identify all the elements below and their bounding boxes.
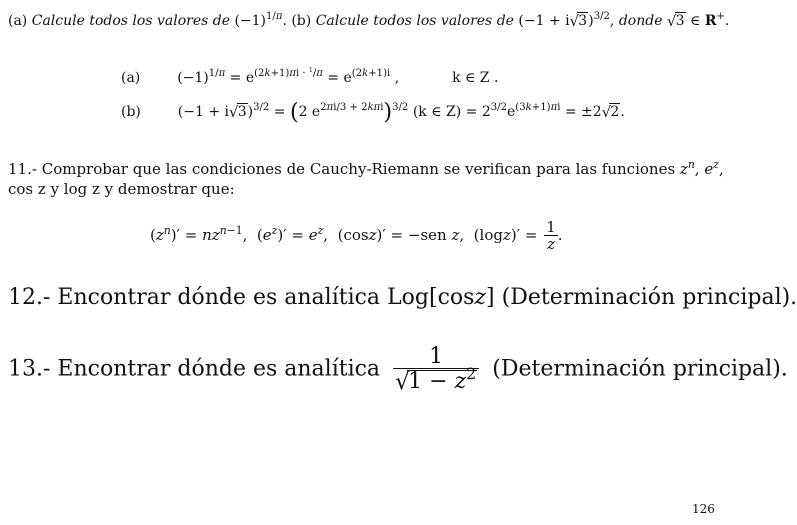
part-b-label: (b) (291, 13, 312, 29)
solution-b-result: = $2^{3/2}e^{(3k+1)\pi i} = \pm 2$ √ 2. (465, 102, 625, 121)
exercise12-text: Encontrar dónde es analítica (57, 285, 381, 310)
condition-sqrt3: √ 3 ∈ R+. (666, 11, 730, 30)
formula-a-header: $(-1)^{1/\pi}$. (234, 11, 287, 29)
solution-a-k-domain: k ∈ Z . (452, 70, 499, 86)
exercise11-line1 (8, 160, 724, 178)
exercise13-text: Encontrar dónde es analítica (57, 356, 381, 382)
exercise12-number: 12.- (8, 285, 51, 310)
solution-b (121, 100, 625, 125)
formula-b-header: (−1 + i √ 3)$^{3/2}$, (518, 11, 615, 30)
exercise10-statement (8, 12, 729, 29)
solution-b-label: (b) (121, 104, 141, 120)
solution-a-formula: $(-1)^{1/\pi} = e^{(2k+1)\pi i \cdot ^1/\pi} = e^{(2k+1)i}$ , (177, 66, 400, 86)
exercise13-function: 1 √ $1 - z^2$ (393, 346, 479, 393)
part-a-text: Calcule todos los valores de (31, 13, 230, 29)
solution-b-formula: (−1 + i √ 3)$^{3/2}$ = (2 $e^{2\pi i/3 + 2k\pi i})^{3/2}$ (177, 100, 409, 125)
solution-a (121, 66, 499, 86)
page-number: 126 (692, 502, 715, 516)
exercise11-functions: $z^n$, $e^z$, (679, 158, 724, 178)
exercise12 (8, 285, 797, 310)
exercise11-line2: cos z y log z y demostrar que: (8, 180, 235, 198)
part-b-text: Calcule todos los valores de (315, 13, 514, 29)
solution-a-label: (a) (121, 70, 141, 86)
where-word: donde (618, 13, 663, 29)
exercise12-note: (Determinación principal). (501, 285, 797, 310)
exercise11-number: 11.- (8, 160, 37, 178)
exercise11-derivatives: $(z^n)' = nz^{n-1}$, $(e^z)' = e^z$, (cosz)′ = −sen z, (logz)′ = $\frac{1}{z}$ . (150, 218, 563, 253)
exercise11-text: Comprobar que las condiciones de Cauchy-Riemann se verifican para las funciones (41, 160, 676, 178)
exercise13-number: 13.- (8, 356, 51, 382)
part-a-label: (a) (8, 13, 28, 29)
solution-b-k-domain: (k ∈ Z) (412, 104, 462, 120)
exercise13 (8, 344, 788, 396)
exercise12-function: Log[cosz] (387, 285, 495, 310)
exercise13-note: (Determinación principal). (492, 356, 788, 382)
